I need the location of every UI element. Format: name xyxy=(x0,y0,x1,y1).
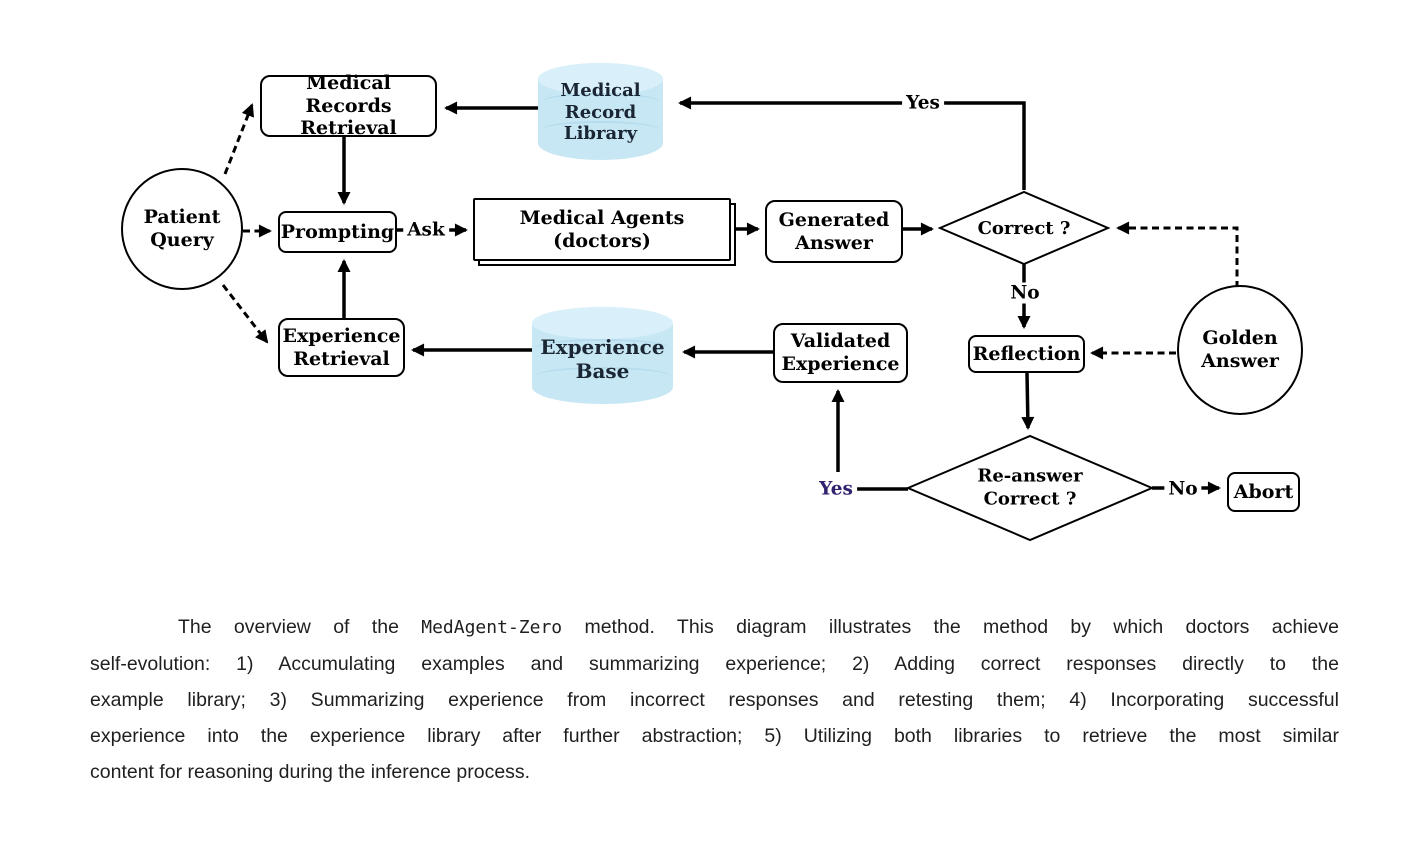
dashed-query-to-expretrieval xyxy=(223,285,267,342)
caption-line-1: The overview of the MedAgent-Zero method. This diagram illustrates the method by which doctors achieve xyxy=(178,616,1339,638)
node-experience-base: Experience Base xyxy=(532,307,673,404)
node-experience-retrieval: Experience Retrieval xyxy=(278,318,405,377)
caption-line-3: example library; 3) Summarizing experience from incorrect responses and retesting them; 4) Incorporating successful xyxy=(90,689,1339,711)
caption-line-4: experience into the experience library after further abstraction; 5) Utilizing both libraries to retrieve the most similar xyxy=(90,725,1339,747)
caption-line-2: self-evolution: 1) Accumulating examples and summarizing experience; 2) Adding correct responses directly to the xyxy=(90,653,1339,675)
reanswer-decision-label: Re-answer Correct ? xyxy=(977,465,1083,509)
dashed-golden-to-correct xyxy=(1118,228,1237,288)
node-medical-records-retrieval: Medical Records Retrieval xyxy=(260,75,437,137)
edge-label-no-abort: No xyxy=(1164,479,1201,500)
node-validated-experience: Validated Experience xyxy=(773,323,908,383)
figure-caption xyxy=(90,609,1339,790)
caption-line-5: content for reasoning during the inference process. xyxy=(90,761,531,783)
node-generated-answer: Generated Answer xyxy=(765,200,903,263)
node-patient-query: Patient Query xyxy=(121,168,243,290)
node-medical-record-library: Medical Record Library xyxy=(538,63,663,160)
node-reflection: Reflection xyxy=(968,335,1085,373)
edge-label-yes-library: Yes xyxy=(902,93,944,114)
correct-decision-label: Correct ? xyxy=(977,217,1071,239)
edge-label-yes-validated: Yes xyxy=(815,479,857,500)
caption-code-span: MedAgent-Zero xyxy=(421,617,563,638)
edge-label-ask: Ask xyxy=(403,220,449,241)
node-golden-answer: Golden Answer xyxy=(1177,285,1303,415)
edge-label-no-reflection: No xyxy=(1006,283,1043,304)
node-prompting: Prompting xyxy=(278,211,397,253)
dashed-query-to-records xyxy=(225,105,252,174)
arrow-correct-yes-to-library xyxy=(680,103,1024,190)
node-medical-agents: Medical Agents (doctors) xyxy=(473,198,731,261)
node-abort: Abort xyxy=(1227,472,1300,512)
arrow-reflection-to-reanswer xyxy=(1027,373,1028,428)
